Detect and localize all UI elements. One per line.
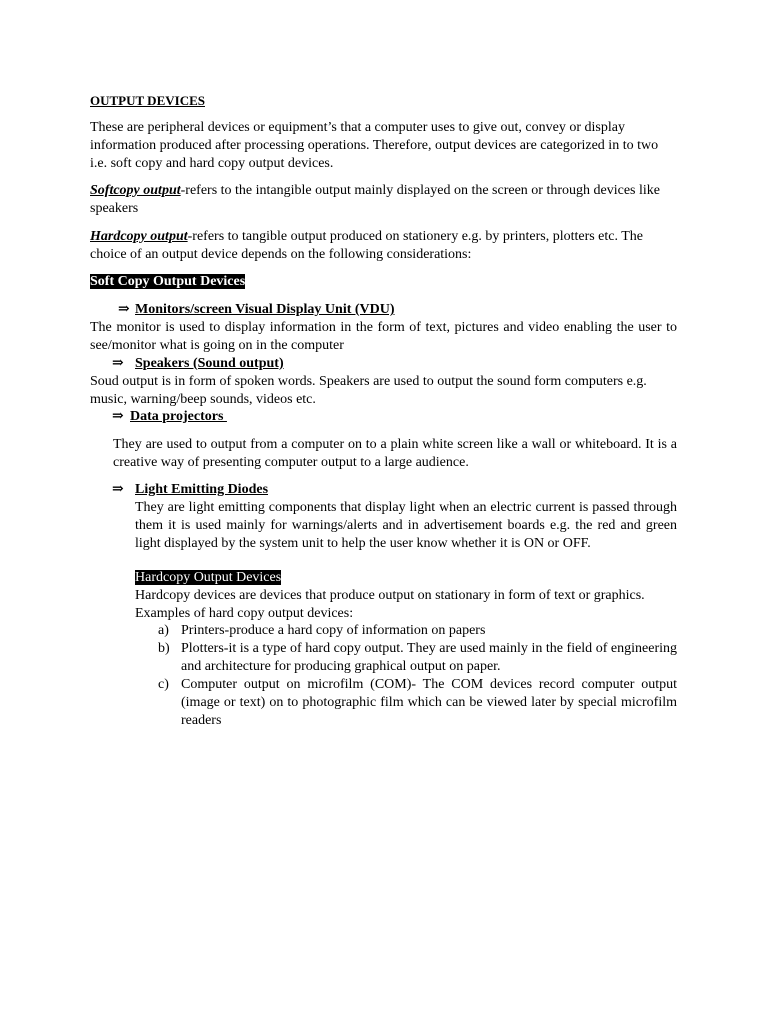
led-heading (112, 481, 672, 499)
projectors-label: Data projectors (130, 409, 227, 424)
softcopy-definition (90, 182, 677, 218)
hard-copy-list (158, 622, 677, 730)
monitors-heading (118, 301, 678, 319)
monitors-label: Monitors/screen Visual Display Unit (VDU) (135, 302, 395, 317)
speakers-label: Speakers (Sound output) (135, 356, 284, 371)
list-item (158, 622, 677, 640)
hardcopy-term: Hardcopy output (90, 229, 188, 244)
hard-copy-heading-text: Hardcopy Output Devices (135, 570, 282, 585)
soft-copy-heading (90, 273, 677, 291)
monitors-text: The monitor is used to display information in the form of text, pictures and video enabling the user to see/monitor what is going on in the computer (90, 320, 677, 353)
list-item (158, 676, 677, 730)
hardcopy-definition (90, 228, 677, 264)
led-text: They are light emitting components that display light when an electric current is passed through them it is used mainly for warnings/alerts and in advertisement boards e.g. the red and green light displayed by the system unit to help the user know whether it is ON or OFF. (135, 500, 677, 551)
list-marker: a) (158, 623, 169, 638)
arrow-icon: ⇒ (118, 302, 130, 317)
arrow-icon: ⇒ (112, 356, 124, 371)
list-marker: c) (158, 677, 169, 692)
projectors-text: They are used to output from a computer on to a plain white screen like a wall or whiteboard. It is a creative way of presenting computer output to a large audience. (113, 437, 677, 470)
list-item-text: Plotters-it is a type of hard copy output. They are used mainly in the field of engineering and architecture for producing graphical output on paper. (181, 641, 677, 674)
list-item-text: Computer output on microfilm (COM)- The COM devices record computer output (image or text) on to photographic film which can be viewed later by special microfilm readers (181, 677, 677, 728)
list-item (158, 640, 677, 676)
softcopy-text: -refers to the intangible output mainly displayed on the screen or through devices like speakers (90, 183, 660, 216)
speakers-heading (112, 355, 672, 373)
list-item-text: Printers-produce a hard copy of information on papers (181, 623, 486, 638)
led-label: Light Emitting Diodes (135, 482, 269, 497)
list-marker: b) (158, 641, 170, 656)
hard-copy-intro: Hardcopy devices are devices that produce output on stationary in form of text or graphics. (135, 588, 645, 603)
intro-paragraph: These are peripheral devices or equipment’s that a computer uses to give out, convey or display information produced after processing operations. Therefore, output devices are categorized in to two i.e. soft copy and hard copy output devices. (90, 120, 659, 171)
arrow-icon: ⇒ (112, 409, 124, 424)
hardcopy-text: -refers to tangible output produced on stationery e.g. by printers, plotters etc. The choice of an output device depends on the following considerations: (90, 229, 644, 262)
soft-copy-heading-text: Soft Copy Output Devices (90, 274, 246, 289)
speakers-text: Soud output is in form of spoken words. Speakers are used to output the sound form computers e.g. music, warning/beep sounds, videos etc. (90, 374, 647, 407)
hard-copy-heading (135, 569, 677, 587)
projectors-heading (112, 408, 672, 426)
hard-copy-examples-label: Examples of hard copy output devices: (135, 606, 354, 621)
arrow-icon: ⇒ (112, 482, 124, 497)
page-title: OUTPUT DEVICES (90, 93, 205, 108)
softcopy-term: Softcopy output (90, 183, 181, 198)
